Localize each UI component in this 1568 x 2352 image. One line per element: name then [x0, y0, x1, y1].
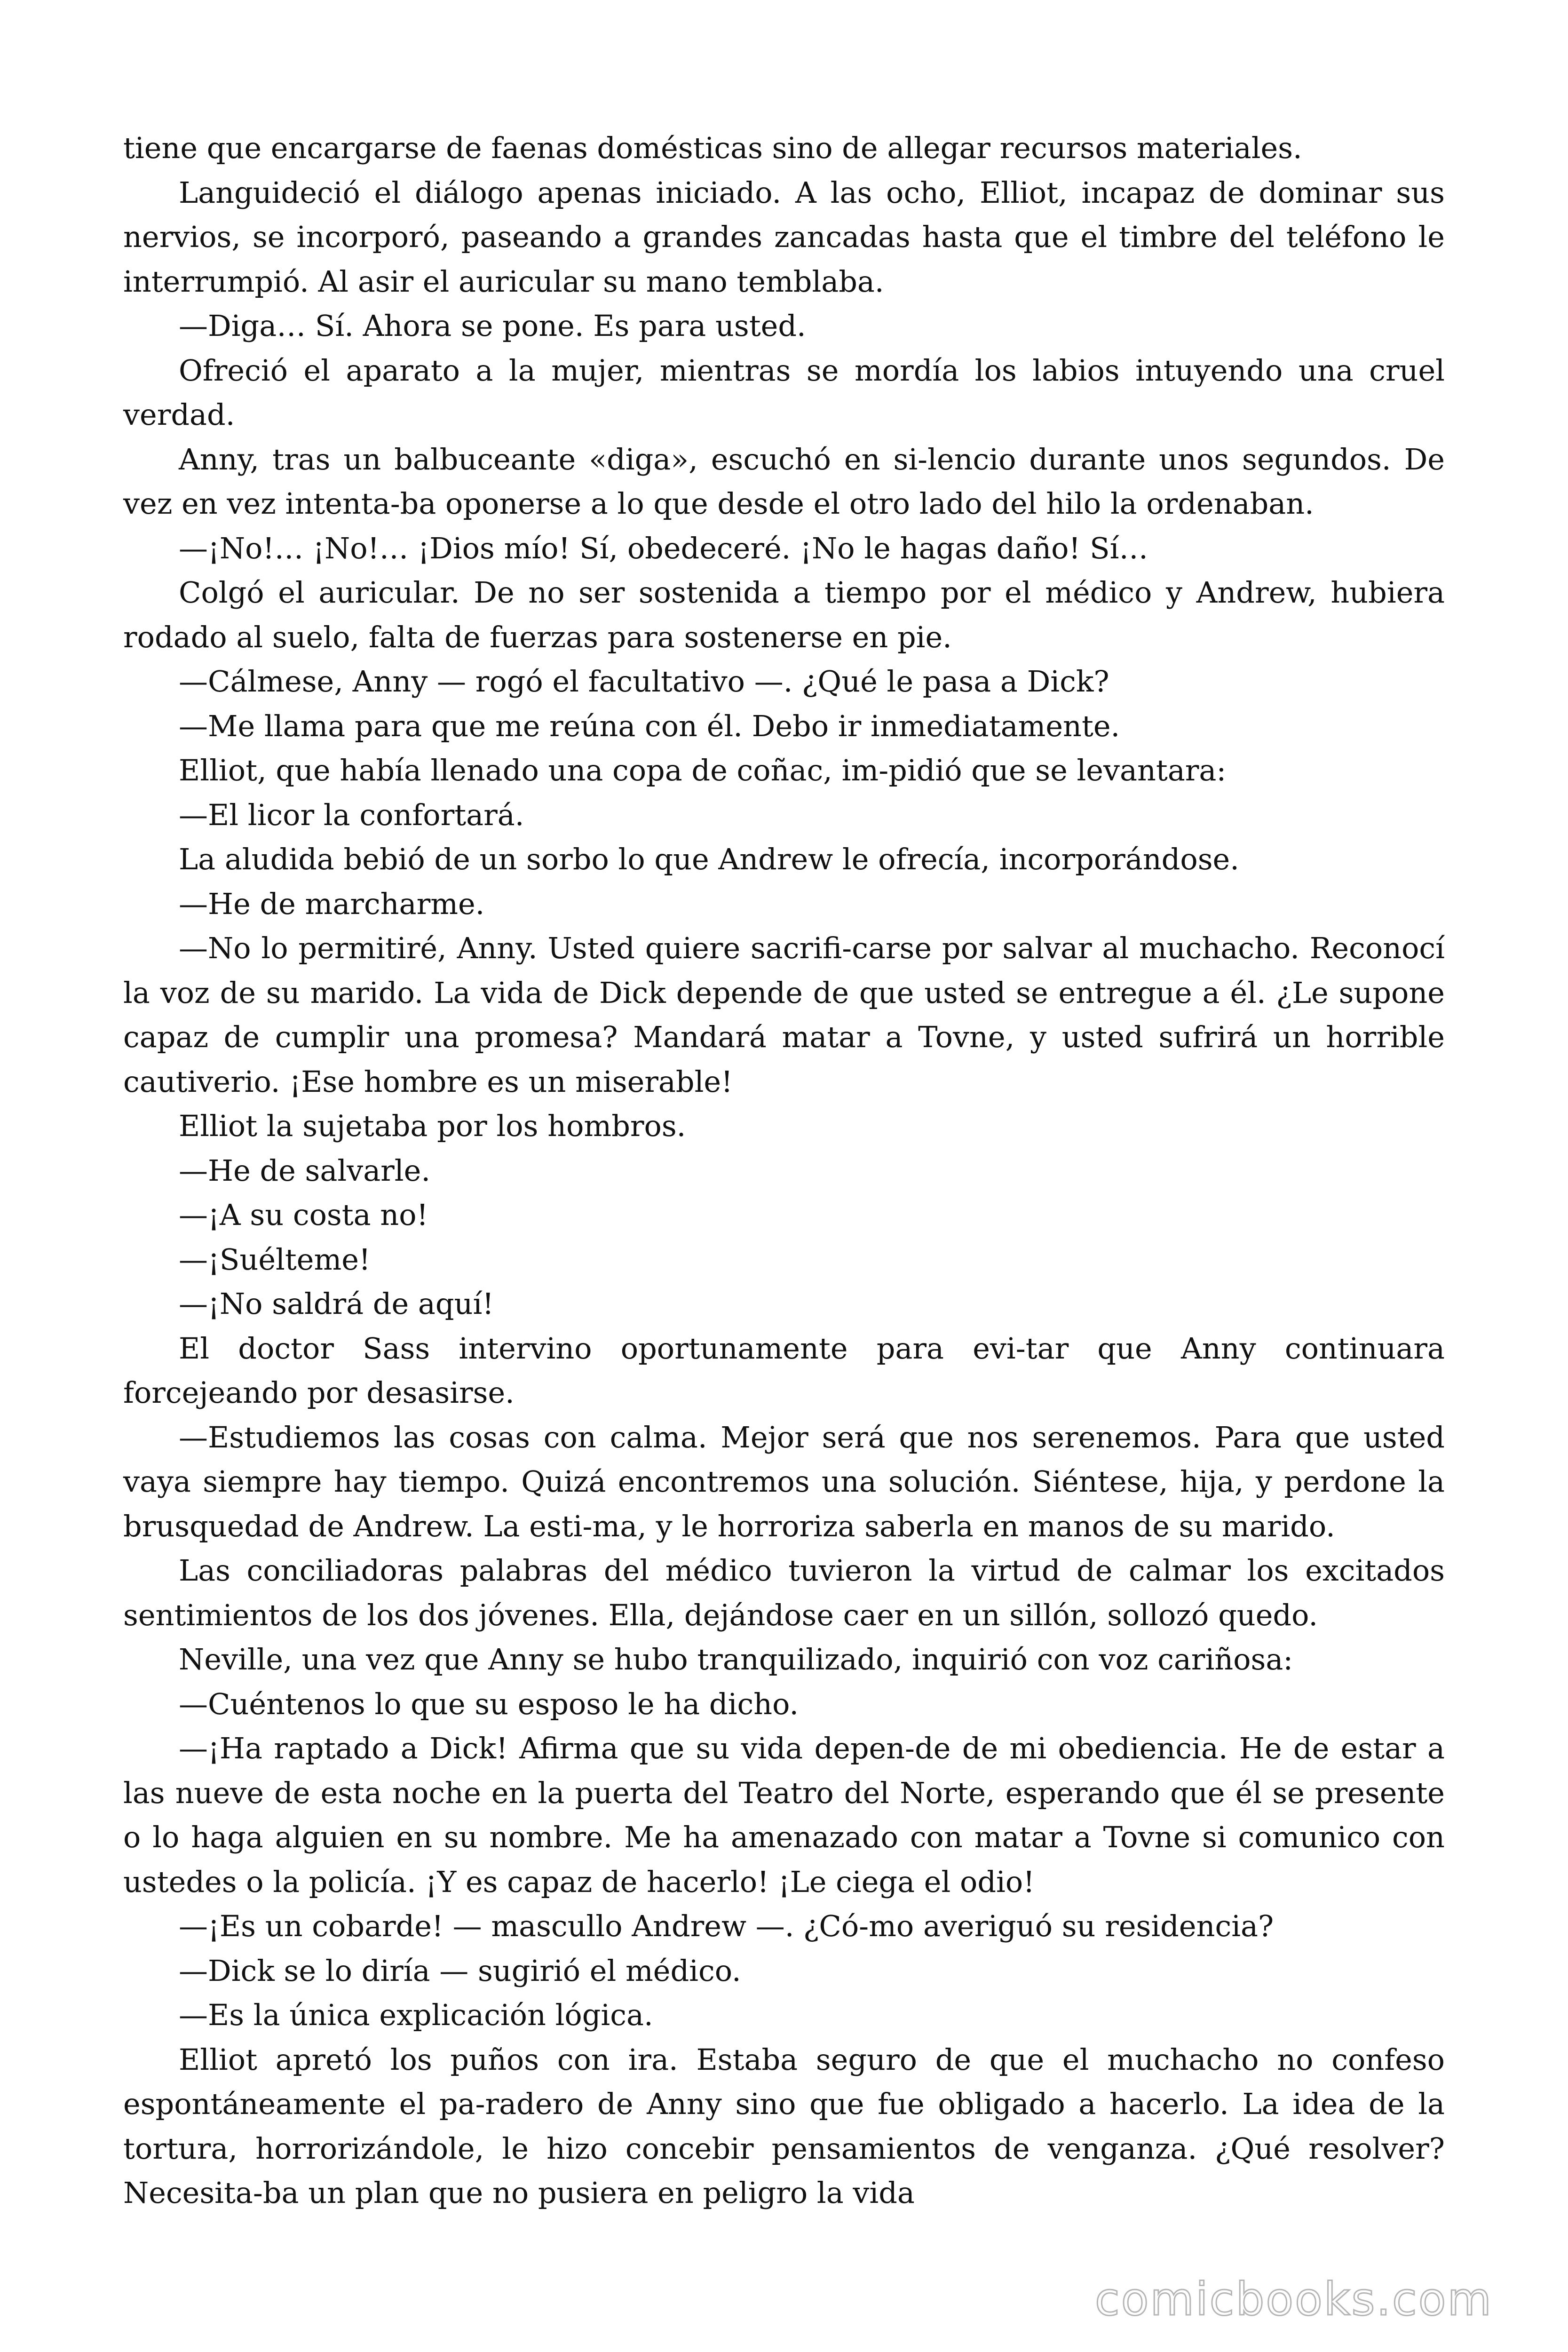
paragraph: —Estudiemos las cosas con calma. Mejor será que nos serenemos. Para que usted vaya siempre hay tiempo. Quizá encontremos una solución. Siéntese, hija, y perdone la brusquedad de Andrew. La esti-ma, y le horroriza saberla en manos de su marido. — [123, 1420, 1445, 1543]
paragraph: Elliot apretó los puños con ira. Estaba seguro de que el muchacho no confeso espontáneamente el pa-radero de Anny sino que fue obligado a hacerlo. La idea de la tortura, horrorizándole, le hizo concebir pensamientos de venganza. ¿Qué resolver? Necesita-ba un plan que no pusiera en peligro la vida — [123, 2042, 1445, 2210]
paragraph: —¡Ha raptado a Dick! Afirma que su vida depen-de de mi obediencia. He de estar a las nueve de esta noche en la puerta del Teatro del Norte, esperando que él se presente o lo haga alguien en su nombre. Me ha amenazado con matar a Tovne si comunico con ustedes o la policía. ¡Y es capaz de hacerlo! ¡Le ciega el odio! — [123, 1731, 1445, 1899]
paragraph: —El licor la confortará. — [179, 797, 524, 832]
paragraph: —Dick se lo diría — sugirió el médico. — [179, 1953, 741, 1988]
paragraph: Ofreció el aparato a la mujer, mientras se mordía los labios intuyendo una cruel verdad. — [123, 353, 1445, 432]
paragraph: —Es la única explicación lógica. — [179, 1998, 653, 2032]
paragraph: —He de salvarle. — [179, 1153, 431, 1188]
paragraph: Colgó el auricular. De no ser sostenida a tiempo por el médico y Andrew, hubiera rodado al suelo, falta de fuerzas para sostenerse en pie. — [123, 575, 1445, 654]
paragraph: Neville, una vez que Anny se hubo tranquilizado, inquirió con voz cariñosa: — [179, 1642, 1293, 1677]
paragraph: Elliot, que había llenado una copa de coñac, im-pidió que se levantara: — [179, 753, 1227, 787]
paragraph: —Cuéntenos lo que su esposo le ha dicho. — [179, 1686, 799, 1721]
paragraph: —¡No saldrá de aquí! — [179, 1287, 494, 1321]
paragraph: —¡A su costa no! — [179, 1198, 428, 1232]
paragraph: tiene que encargarse de faenas domésticas sino de allegar recursos materiales. — [123, 131, 1302, 165]
paragraph: Elliot la sujetaba por los hombros. — [179, 1109, 686, 1143]
paragraph: —¡Es un cobarde! — mascullo Andrew —. ¿Có-mo averiguó su residencia? — [179, 1909, 1274, 1943]
paragraph: Las conciliadoras palabras del médico tuvieron la virtud de calmar los excitados sentimientos de los dos jóvenes. Ella, dejándose caer en un sillón, sollozó quedo. — [123, 1553, 1445, 1632]
page-body-text — [123, 126, 1445, 2216]
watermark-logo: comicbooks.com — [1094, 2273, 1493, 2326]
paragraph: Languideció el diálogo apenas iniciado. A las ocho, Elliot, incapaz de dominar sus nervios, se incorporó, paseando a grandes zancadas hasta que el timbre del teléfono le interrumpió. Al asir el auricular su mano temblaba. — [123, 175, 1445, 299]
paragraph: —¡Suélteme! — [179, 1242, 371, 1277]
paragraph: —Diga… Sí. Ahora se pone. Es para usted. — [179, 309, 806, 343]
paragraph: —Me llama para que me reúna con él. Debo ir inmediatamente. — [179, 708, 1120, 743]
paragraph: —¡No!… ¡No!… ¡Dios mío! Sí, obedeceré. ¡No le hagas daño! Sí… — [179, 531, 1148, 565]
paragraph: —No lo permitiré, Anny. Usted quiere sacrifi-carse por salvar al muchacho. Reconocí la voz de su marido. La vida de Dick depende de que usted se entregue a él. ¿Le supone capaz de cumplir una promesa? Mandará matar a Tovne, y usted sufrirá un horrible cautiverio. ¡Ese hombre es un miserable! — [123, 931, 1445, 1099]
paragraph: La aludida bebió de un sorbo lo que Andrew le ofrecía, incorporándose. — [179, 842, 1239, 876]
paragraph: —Cálmese, Anny — rogó el facultativo —. ¿Qué le pasa a Dick? — [179, 664, 1109, 699]
paragraph: —He de marcharme. — [179, 886, 485, 921]
paragraph: El doctor Sass intervino oportunamente para evi-tar que Anny continuara forcejeando por desasirse. — [123, 1331, 1445, 1410]
paragraph: Anny, tras un balbuceante «diga», escuchó en si-lencio durante unos segundos. De vez en vez intenta-ba oponerse a lo que desde el otro lado del hilo la ordenaban. — [123, 442, 1445, 521]
